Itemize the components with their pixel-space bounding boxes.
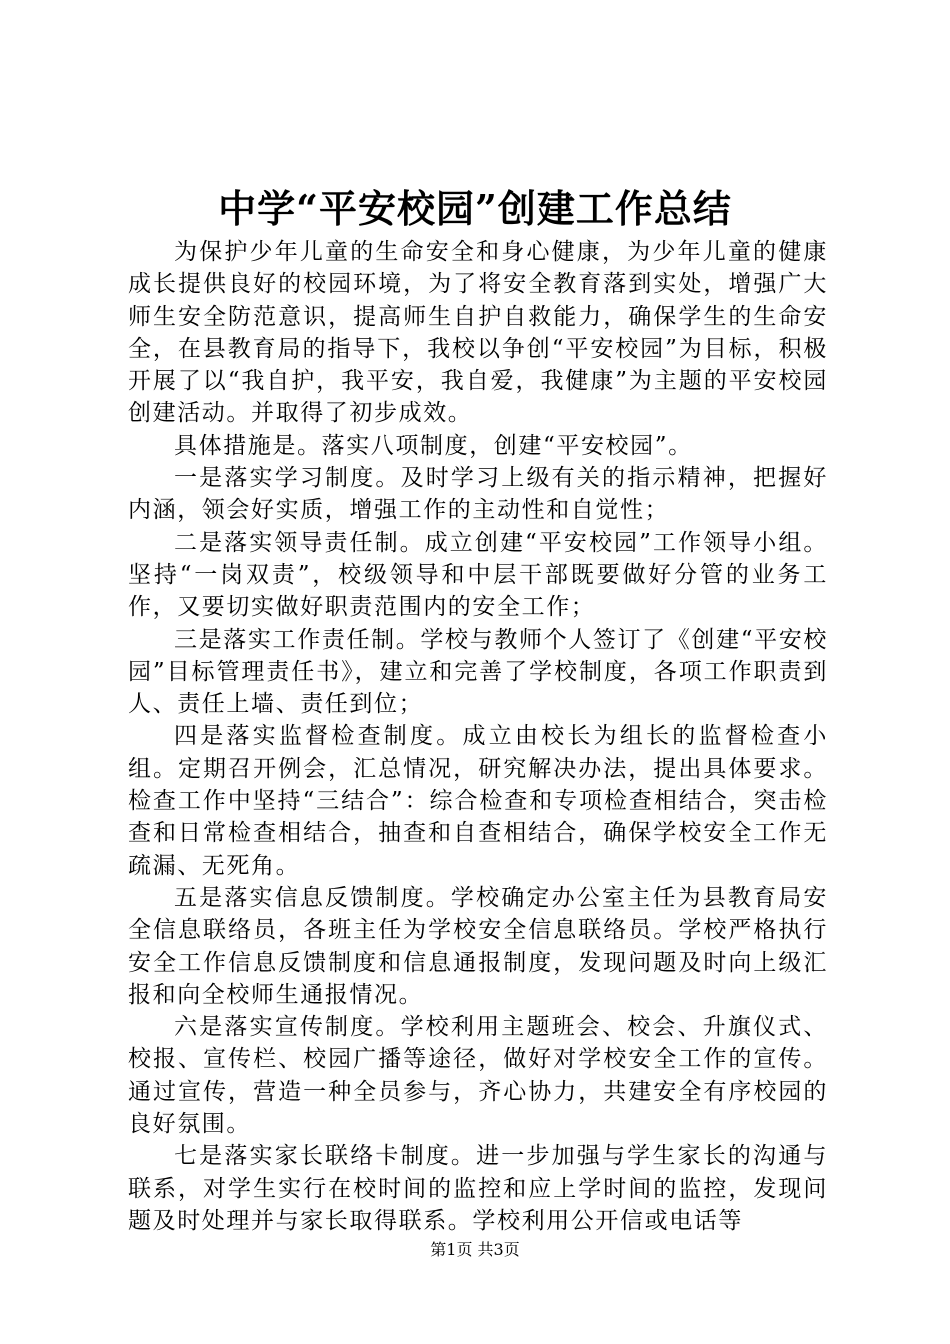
document-title: 中学“平安校园”创建工作总结 bbox=[218, 186, 732, 231]
paragraph-item-6: 六是落实宣传制度。学校利用主题班会、校会、升旗仪式、校报、宣传栏、校园广播等途径，做好对学校安全工作的宣传。通过宣传，营造一种全员参与，齐心协力，共建安全有序校园的良好氛围。 bbox=[128, 1014, 828, 1138]
paragraph-intro: 为保护少年儿童的生命安全和身心健康，为少年儿童的健康成长提供良好的校园环境，为了将安全教育落到实处，增强广大师生安全防范意识，提高师生自护自救能力，确保学生的生命安全，在县教育局的指导下，我校以争创“平安校园”为目标，积极开展了以“我自护，我平安，我自爱，我健康”为主题的平安校园创建活动。并取得了初步成效。 bbox=[128, 239, 828, 427]
paragraph-item-3: 三是落实工作责任制。学校与教师个人签订了《创建“平安校园”目标管理责任书》，建立和完善了学校制度，各项工作职责到人、责任上墙、责任到位； bbox=[128, 626, 828, 718]
page-number-footer: 第1页 共3页 bbox=[430, 1240, 520, 1259]
document-body bbox=[128, 236, 828, 1237]
paragraph-item-5: 五是落实信息反馈制度。学校确定办公室主任为县教育局安全信息联络员，各班主任为学校安全信息联络员。学校严格执行安全工作信息反馈制度和信息通报制度，发现问题及时向上级汇报和向全校师生通报情况。 bbox=[128, 884, 828, 1008]
paragraph-measures: 具体措施是。落实八项制度，创建“平安校园”。 bbox=[174, 432, 693, 459]
paragraph-item-2: 二是落实领导责任制。成立创建“平安校园”工作领导小组。坚持“一岗双责”，校级领导和中层干部既要做好分管的业务工作，又要切实做好职责范围内的安全工作； bbox=[128, 529, 828, 621]
paragraph-item-7: 七是落实家长联络卡制度。进一步加强与学生家长的沟通与联系，对学生实行在校时间的监控和应上学时间的监控，发现问题及时处理并与家长取得联系。学校利用公开信或电话等 bbox=[128, 1143, 828, 1234]
paragraph-item-4: 四是落实监督检查制度。成立由校长为组长的监督检查小组。定期召开例会，汇总情况，研究解决办法，提出具体要求。检查工作中坚持“三结合”：综合检查和专项检查相结合，突击检查和日常检查相结合，抽查和自查相结合，确保学校安全工作无疏漏、无死角。 bbox=[128, 723, 828, 879]
paragraph-item-1: 一是落实学习制度。及时学习上级有关的指示精神，把握好内涵，领会好实质，增强工作的主动性和自觉性； bbox=[128, 465, 828, 524]
